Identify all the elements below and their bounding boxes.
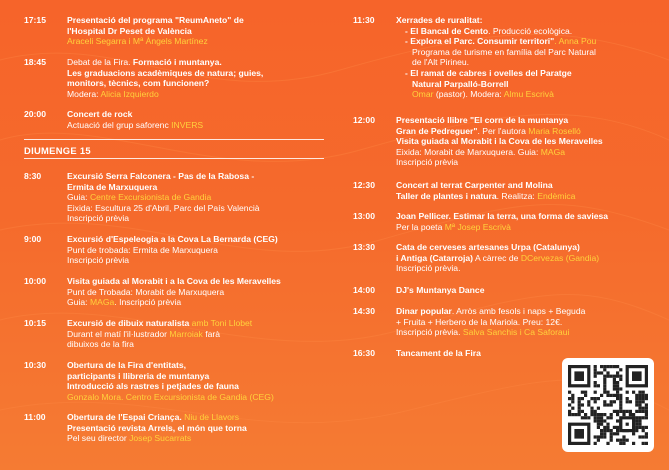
text-span: Josep Sucarrats <box>129 433 192 444</box>
text-span: Eixida: Morabit de Marxuquera. Guia: <box>396 146 541 157</box>
event-body <box>67 276 324 308</box>
text-span: Debat de la Fira. <box>67 57 133 67</box>
event-line: Obertura de la Fira d'entitats, <box>67 360 187 370</box>
event-time: 9:00 <box>24 234 42 244</box>
event-line: participants i llibreria de muntanya <box>67 370 210 381</box>
text-span: Durant el matí l'il·lustrador <box>67 328 170 339</box>
event-line: Inscripció prèvia <box>67 255 130 266</box>
event-time: 11:30 <box>353 15 375 25</box>
text-span: . Inscripció prèvia <box>114 297 182 308</box>
event-line: Punt de trobada: Ermita de Marxuquera <box>67 244 218 255</box>
event-body <box>396 115 653 168</box>
event-line <box>396 191 653 202</box>
text-span: Salva Sanchis i Ca Saforaui <box>462 327 570 338</box>
event-line: Visita guiada al Morabit i la Cova de les Meravelles <box>396 136 603 147</box>
event-line: Excursió d'Espeleogia a la Cova La Bernarda (CEG) <box>67 234 278 244</box>
event-time: 20:00 <box>24 109 46 119</box>
event-time: 10:15 <box>24 318 46 328</box>
text-span: Omar <box>412 89 434 100</box>
text-span: DCervezas (Gandia) <box>520 252 600 263</box>
text-span: Obertura de l'Espai Criança. <box>67 412 185 422</box>
event-time: 18:45 <box>24 57 46 67</box>
event-time: 14:00 <box>353 285 375 295</box>
event-time: 14:30 <box>353 306 375 316</box>
section-divider <box>24 158 324 159</box>
event-line <box>396 26 653 37</box>
event-time: 8:30 <box>24 171 42 181</box>
text-span: - Explora el Parc. Consumir territori" <box>405 36 555 47</box>
event-line <box>396 253 653 264</box>
text-span: Alicia Izquierdo <box>100 88 159 99</box>
event-time: 13:00 <box>353 211 375 221</box>
text-span: Endèmica <box>537 190 576 201</box>
text-span: . Realitza: <box>496 190 538 201</box>
event-time: 12:30 <box>353 180 375 190</box>
text-span: Maria Roselló <box>528 125 581 136</box>
event-line: Excursió Serra Falconera - Pas de la Rabosa - <box>67 171 255 181</box>
qr-code-icon <box>568 365 648 445</box>
event-body <box>396 211 653 232</box>
text-span: Excursió de dibuix naturalista <box>67 318 192 328</box>
text-span: . Anna Pou <box>554 36 597 47</box>
text-span: Guia: <box>67 297 90 308</box>
text-span: MAGa <box>89 297 115 308</box>
event-body <box>67 318 324 350</box>
event-line: Concert al terrat Carpenter and Molina <box>396 180 553 190</box>
event-time: 16:30 <box>353 348 375 358</box>
event-time: 13:30 <box>353 242 375 252</box>
event-line: + Fruita + Herbero de la Mariola. Preu: 12€. <box>396 316 563 327</box>
event-line: Gonzalo Mora. Centro Excursionista de Gandia (CEG) <box>67 391 274 402</box>
text-span: Dinar popular <box>396 306 452 316</box>
event-line <box>396 306 653 317</box>
event-line <box>67 433 324 444</box>
event-body <box>67 57 324 99</box>
text-span: Actuació del grup saforenc <box>67 119 172 130</box>
text-span: . Per l'autora <box>477 125 529 136</box>
event-line: DJ's Muntanya Dance <box>396 285 485 295</box>
event-line: Visita guiada al Morabit i a la Cova de les Meravelles <box>67 276 281 286</box>
event-line <box>396 89 653 100</box>
event-line <box>396 222 653 233</box>
event-body <box>396 348 653 359</box>
text-span: Marroiak <box>169 328 203 339</box>
event-line <box>396 126 653 137</box>
event-line: Joan Pellicer. Estimar la terra, una forma de saviesa <box>396 211 609 221</box>
event-line: monitors, tècnics, com funcionen? <box>67 78 210 89</box>
text-span: Mª Josep Escrivà <box>444 221 511 232</box>
event-line: Ermita de Marxuquera <box>67 181 158 192</box>
event-line: Programa de turisme en família del Parc Natural <box>412 46 596 57</box>
event-line <box>67 297 324 308</box>
event-line <box>67 89 324 100</box>
text-span: Modera: <box>67 88 101 99</box>
event-line <box>67 329 324 340</box>
event-line: Cata de cerveses artesanes Urpa (Catalunya) <box>396 242 580 252</box>
text-span: Taller de plantes i natura <box>396 190 497 201</box>
section-title: DIUMENGE 15 <box>24 145 91 156</box>
text-span: INVERS <box>171 119 204 130</box>
event-body <box>67 234 324 266</box>
event-line: Introducció als rastres i petjades de fauna <box>67 381 239 392</box>
event-body <box>396 180 653 201</box>
event-time: 10:30 <box>24 360 46 370</box>
text-span: Inscripció prèvia. <box>396 327 463 338</box>
event-line: Presentació llibre "El corn de la muntanya <box>396 115 569 125</box>
event-body <box>396 242 653 274</box>
event-body <box>67 360 324 402</box>
event-line <box>67 192 324 203</box>
event-line: l'Hospital Dr Peset de València <box>67 25 192 36</box>
event-line <box>67 318 324 329</box>
event-line: Tancament de la Fira <box>396 348 481 358</box>
text-span: i Antiga (Catarroja) <box>396 252 474 263</box>
event-line <box>396 36 653 47</box>
text-span: . Arròs amb fesols i naps + Beguda <box>451 306 586 316</box>
event-line: de l'Alt Pirineu. <box>412 57 470 68</box>
text-span: . Producció ecològica. <box>488 25 573 36</box>
event-line: - El ramat de cabres i ovelles del Paratge <box>405 67 572 78</box>
event-body <box>67 171 324 224</box>
event-body <box>396 285 653 296</box>
event-body <box>67 15 324 47</box>
event-line <box>67 120 324 131</box>
event-body <box>67 109 324 130</box>
qr-code[interactable] <box>562 358 654 452</box>
event-line <box>67 57 324 68</box>
text-span: Per la poeta <box>396 221 445 232</box>
event-line: Inscripció prèvia <box>396 157 459 168</box>
text-span: A càrrec de <box>473 252 521 263</box>
event-line <box>396 147 653 158</box>
event-line: Presentació revista Arrels, el món que torna <box>67 422 247 433</box>
event-line: Punt de Trobada: Morabit de Marxuquera <box>67 286 225 297</box>
text-span: Centre Excursionista de Gandia <box>89 192 212 203</box>
event-line <box>396 327 653 338</box>
event-line: Xerrades de ruralitat: <box>396 15 483 25</box>
event-time: 17:15 <box>24 15 46 25</box>
event-line: Inscripció prèvia <box>67 213 130 224</box>
event-time: 12:00 <box>353 115 375 125</box>
event-line: Presentació del programa "ReumAneto" de <box>67 15 244 25</box>
text-span: farà <box>202 328 221 339</box>
text-span: Formació i muntanya. <box>132 57 222 67</box>
event-line: Araceli Segarra i Mª Àngels Martínez <box>67 36 208 47</box>
event-line: Inscripció prèvia. <box>396 263 461 274</box>
event-time: 11:00 <box>24 412 46 422</box>
event-time: 10:00 <box>24 276 46 286</box>
event-line: dibuixos de la fira <box>67 339 134 350</box>
event-line: Eixida: Escultura 25 d'Abril, Parc del País Valencià <box>67 202 260 213</box>
text-span: Gran de Pedreguer" <box>396 125 478 136</box>
event-line <box>67 412 324 423</box>
event-body <box>396 306 653 338</box>
event-body <box>67 412 324 444</box>
text-span: amb Toni Llobet <box>191 318 253 328</box>
section-divider <box>24 139 324 140</box>
text-span: Almu Escrivà <box>503 89 554 100</box>
text-span: (pastor). Modera: <box>433 89 504 100</box>
text-span: Niu de Llavors <box>184 412 240 422</box>
event-line: Concert de rock <box>67 109 133 119</box>
event-line: Natural Parpalló-Borrell <box>412 78 509 89</box>
event-line: Les graduacions acadèmiques de natura; guies, <box>67 67 264 78</box>
event-body <box>396 15 653 100</box>
text-span: Guia: <box>67 192 90 203</box>
text-span: MAGa <box>540 146 566 157</box>
text-span: Pel seu director <box>67 433 130 444</box>
text-span: - El Bancal de Cento <box>405 25 489 36</box>
